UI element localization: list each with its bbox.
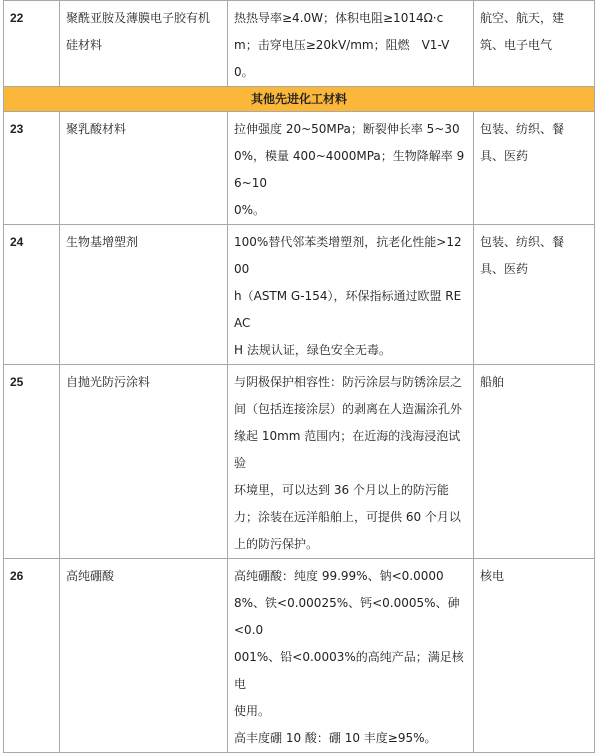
spec-line: h（ASTM G-154），环保指标通过欧盟 REAC — [234, 289, 462, 330]
spec-line: 缘起 10mm 范围内；在近海的浅海浸泡试验 — [234, 429, 461, 470]
row-number: 24 — [4, 225, 60, 365]
spec-line: 0%。 — [234, 203, 266, 217]
material-name-line: 硅材料 — [66, 38, 103, 52]
row-number: 22 — [4, 1, 60, 87]
table-row — [4, 225, 595, 365]
table-row — [4, 365, 595, 559]
spec-line: 高纯硼酸：纯度 99.99%、钠<0.0000 — [234, 569, 444, 583]
spec-line: H 法规认证，绿色安全无毒。 — [234, 343, 391, 357]
material-name-line: 聚乳酸材料 — [66, 122, 127, 136]
application-line: 航空、航天，建 — [480, 11, 565, 25]
spec-line: 100%替代邻苯类增塑剂，抗老化性能>1200 — [234, 235, 462, 276]
spec-line: 使用。 — [234, 704, 271, 718]
application-line: 包装、纺织、餐 — [480, 122, 565, 136]
application-field — [474, 559, 595, 753]
material-name — [60, 1, 228, 87]
row-number: 23 — [4, 112, 60, 225]
materials-table — [3, 0, 595, 753]
spec-line: 001%、铅<0.0003%的高纯产品；满足核电 — [234, 650, 464, 691]
application-field — [474, 225, 595, 365]
spec-line: m；击穿电压≥20kV/mm；阻燃 V1-V0。 — [234, 38, 450, 79]
table-row — [4, 1, 595, 87]
material-name — [60, 365, 228, 559]
application-line: 船舶 — [480, 375, 505, 389]
material-name — [60, 559, 228, 753]
application-field — [474, 365, 595, 559]
material-spec — [228, 225, 474, 365]
section-title: 其他先进化工材料 — [4, 87, 595, 112]
application-line: 核电 — [480, 569, 505, 583]
application-line: 包装、纺织、餐 — [480, 235, 565, 249]
application-line: 筑、电子电气 — [480, 38, 553, 52]
material-name-line: 自抛光防污涂料 — [66, 375, 151, 389]
material-name-line: 高纯硼酸 — [66, 569, 115, 583]
spec-line: 8%、铁<0.00025%、钙<0.0005%、砷<0.0 — [234, 596, 460, 637]
material-name — [60, 225, 228, 365]
material-name — [60, 112, 228, 225]
row-number: 25 — [4, 365, 60, 559]
application-line: 具、医药 — [480, 262, 529, 276]
material-spec — [228, 1, 474, 87]
material-name-line: 聚酰亚胺及薄膜电子胶有机 — [66, 11, 211, 25]
application-line: 具、医药 — [480, 149, 529, 163]
material-spec — [228, 112, 474, 225]
material-name-line: 生物基增塑剂 — [66, 235, 139, 249]
spec-line: 上的防污保护。 — [234, 537, 319, 551]
section-header-row — [4, 87, 595, 112]
spec-line: 力；涂装在远洋船舶上，可提供 60 个月以 — [234, 510, 461, 524]
application-field — [474, 112, 595, 225]
table-row — [4, 559, 595, 753]
spec-line: 拉伸强度 20~50MPa；断裂伸长率 5~30 — [234, 122, 460, 136]
spec-line: 间（包括连接涂层）的剥离在人造漏涂孔外 — [234, 402, 463, 416]
spec-line: 高丰度硼 10 酸：硼 10 丰度≥95%。 — [234, 731, 437, 745]
spec-line: 热热导率≥4.0W；体积电阻≥1014Ω·c — [234, 11, 444, 25]
spec-line: 环境里，可以达到 36 个月以上的防污能 — [234, 483, 449, 497]
application-field — [474, 1, 595, 87]
material-spec — [228, 559, 474, 753]
row-number: 26 — [4, 559, 60, 753]
material-spec — [228, 365, 474, 559]
spec-line: 0%，模量 400~4000MPa；生物降解率 96~10 — [234, 149, 465, 190]
spec-line: 与阴极保护相容性：防污涂层与防锈涂层之 — [234, 375, 463, 389]
table-row — [4, 112, 595, 225]
